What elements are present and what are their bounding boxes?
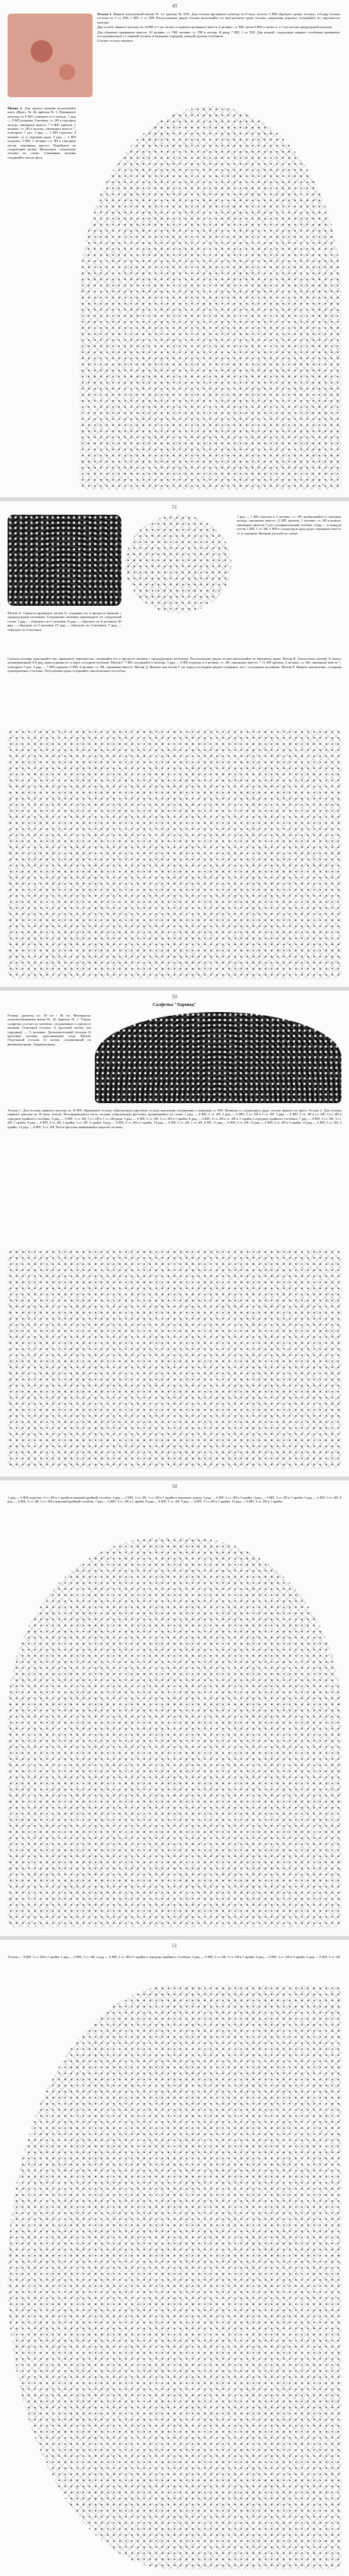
lace-photo (8, 515, 121, 606)
page-number: 50 (171, 1483, 178, 1490)
para-1: Вяжите катушечной нитью № 12, крючок № 0,85. Для тесьмы провяжите цепочку из 8 возд. петель, 5 ВП образуют дужку тесьмы; 1-й ряд тесьмы состоит из 1 ст. ПН, 1 ВП, 1 ст. ПН. Расположение рядов тесьмы выполняйте по внутреннему краю тесьмы, направляя дорожку соединяйте по окружности контура. (97, 12, 340, 24)
lace-diagram (8, 729, 341, 979)
page-number: 49 (171, 3, 178, 9)
right-text: 1 ряд — 1 ВП подъема в 2 незавяз. ст. 2Н, провязывайте в середину кольца, связанных вместе, (1 ВП, крючок, 1 незавяз. ст. 2Н в кольцо, связанных вместе) 7 раз, соединительный столбик. 2 ряд — в каждую петлю 1 ВП, 1 ст. 2Н, 5 ВП в следующую арку ряда; связанные вместе ст. в середину. Вязание деталей по схеме. (237, 515, 341, 535)
napkin-photo (95, 1012, 341, 1103)
left-text: Мотив А. Сначала провяжите мотив А, соединяя его в процессе вязания с предыдущими мотивами. Соединение мотивов производите по следующей схеме: I ряд — образуют из 6 мотивов; II ряд — образуют из 6 мотивов; III ряд — образуют из 5 мотивов; IV ряд — образуют из 4 мотивов; V ряд — образуют из 3 мотивов. (8, 611, 121, 632)
body-text: Тесьма 1. Для тесьмы свяжите цепочку из 10 ВП. Провяжите тесьму, образующую круговую тесьму, выполнив соединения с помощью ст. ПН. Начиная со следующего ряда, тесьму вяжите по кругу. Тесьма 2. Для тесьмы свяжите цепочку из 10 возд. петель. Расширяющуюся часть тесьмы, образующую фестоны, провязывайте по схеме: 1 ряд — 6 ВП, 1 ст. 2Н. 2 ряд — 6 ВП, 3 ст. 2Н в 1 ст. 2Н. 3 ряд — 6 ВП, 3 ст. 2Н в ст. 2Н, 3 ст. 2Н в середину крайнего столбика. 4 ряд — 6 ВП, 3 ст. 2Н, 5 ст. 2Н в 1 ст. 2Н ряда. 5 ряд — 6 ВП, 5 ст. 2Н, 3 ст. 2Н в 1 прайм. 6 ряд — 6 ВП, 3 ст. 2Н в ст. 2Н и 1 прайм в середину крайнего столбика. 7 ряд — 6 ВП, 3 ст. 2Н, 3 ст. 2Н, 1 прайм. 8 ряд — 6 ВП, 3 ст. 2Н, 1 прайм, 3 ст. 2Н, 3 прайм. 9 ряд — 6 ВП, 3 ст. 2Н в 1 прайм. 10 ряд — 6 ВП, 3 ст. 2Н, 1 ст. 2Н, 6 ВП. 11 ряд — 6 ВП, 3 ст. 2Н. 12 ряд — 6 ВП, 3 ст. 2Н в 3 прайм. 13 ряд — 6 ВП, 3 ст. 2Н, 2 прайм. 14 ряд — 6 ВП, 3 ст. 2Н. После фестона вывязывайте перегиб тесьмы. (8, 1108, 341, 1129)
motif-body: Для начала вязания используйте нить «Ирис» № 30, крючок № 1. Провяжите цепочку из 8 ВП, сомкните ее в кольцо. 1 ряд — 9 ВП подъема, 8 незавяз. ст. 2Н в середину кольца, связанных вместе, * 5 ВП, крючок, 1 незавяз. ст. 2Н в кольцо, связанных вместе *, повторите 7 раз. 2 ряд — 5 ВП подъема, 4 незавяз. ст. в середину ряда. 3 ряд — 1 ВП подъема, 5 ВП, 1 незавяз. ст. 2Н в середину петли, связанных вместе. Перейдите на следующий мотив. Выполните следующие тесьмы по схеме. Связанные мотивы соединяйте как на фото. (8, 106, 76, 159)
edge-diagram (8, 1249, 341, 1469)
page-title: Салфетка "Хоровод" (152, 1003, 197, 1007)
page-number: 51 (171, 1943, 178, 1949)
para-3: Для обычных провяжите вместе: 10 незавяз. ст. ПН, незавяз. ст. ПН в петлях. В ряду 7 ВП, 1 ст. ПН. Для второй, следующих парных столбиков провяжите последовательно ст. нижней тесьмы, в верхнюю середину каждой группы столбиков. (97, 30, 340, 39)
motif-diagram (80, 106, 341, 490)
large-diagram (8, 1537, 341, 1928)
intro-text (97, 12, 340, 44)
motif-diagram (125, 515, 231, 613)
motif-text (8, 106, 76, 160)
body-text: Тесьма — 6 ВП, 3 ст. 2Н в 1 прайм. 1 ряд — 6 ВП, 3 ст. 2Н. 2 ряд — 6 ВП, 3 ст. 2Н в 1 прайм в середину крайнего столбика. 3 ряд — 6 ВП, 3 ст. 2Н, 3 ст. 2Н в 1 прайм. 4 ряд — 6 ВП, 3 ст. 2Н в 3 прайм. 5 ряд — 6 ВП, 3 ст. 2Н. (8, 1955, 341, 1959)
left-text: Размер: диаметр ок. 28 см / 26 см. Материалы: хлопчатобумажная нитка № 10. Крючок № 1. Узоры: салфетка состоит из мотивов, соединённых в процессе вязания. Основной (тесьма 1) круговой мотив, (на середине) — 5 мотивов. Дополнительный (тесьма 2) круговые мотивы, дополняющие узор. Мотив. Отдельный (тесьма 3) мотив, соединенный по внешнему краю. Ажурная вязка. (8, 1014, 91, 1046)
page-50-diagram (0, 1480, 349, 1936)
large-diagram (8, 1985, 341, 2570)
page-number: 50 (171, 994, 178, 1000)
page-49 (0, 0, 349, 497)
page-51 (0, 501, 349, 987)
page-51-diagram (0, 1940, 349, 2576)
page-number: 51 (171, 504, 178, 510)
motif-title: Мотив 2. (8, 106, 23, 110)
body-text: 1 ряд — 6 ВП подъема, 3 ст. 2Н в 1 прайм в нижний крайний столбик. 2 ряд — 6 ВП, 3 ст. 2Н, 1 ст. 2Н в 1 прайм в верхнюю дужку. 3 ряд — 6 ВП, 3 ст. 2Н в 3 прайм. 4 ряд — 6 ВП, 3 ст. 2Н в 1 прайм. 5 ряд — 6 ВП, 3 ст. 2Н. 6 ряд — 6 ВП, 3 ст. 2Н, 3 ст. 2Н в верхний крайний столбик. 7 ряд — 6 ВП, 3 ст. 2Н в 1 прайм. 8 ряд — 6 ВП, 3 ст. 2Н. 9 ряд — 6 ВП, 3 ст. 2Н в 3 прайм. 10 ряд — 6 ВП, 3 ст. 2Н в 1 прайм. (8, 1496, 341, 1504)
para-2: Для столба свяжите цепочку из 10 ВП в 7-ую петлю от крючка провяжите вместе 2 незавяз. ст. ПН, затем 9 ВП и снова ст. в 1-ую петлю предыдущей цепочки. (97, 25, 333, 30)
lace-photo (8, 14, 93, 97)
heading: Тесьма 1. (97, 12, 112, 16)
page-50 (0, 991, 349, 1477)
body-text: Сначала мотивы выполняйте так: провяжите перекрёсток, соединяйте его в процессе вязания с предыдущими мотивами. Расположение рядов тесьмы выполняйте по внешнему краю. Мотив В. Аналогично мотиву А, вяжут незавершенный 2-й ряд, присоединяя его к двум соседним мотивам. Мотив Г. 7 ВП соединяйте в колечко. 1 ряд — 6 ВП подъема и 2 незавяз. ст. 2Н, связанные вместе, * 11 ВП крючок, 3 незавяз. ст. 2Н, связанные вместе *, повторите 5 раз. 2 ряд — 7 ВП подъема, 5 ВП, 4 незавяз. ст. 2Н, связанные вместе. Мотив Д. Вяжите как мотив Г, но перед последним рядом соедините его с соседними мотивами. Мотив Е. Вяжите аналогично, соединяя одновременно 3 мотива. Полученные ряды соединяйте аналогичным способом. (8, 657, 341, 673)
para-4: Готовое тесьму свяжите. (97, 39, 134, 43)
